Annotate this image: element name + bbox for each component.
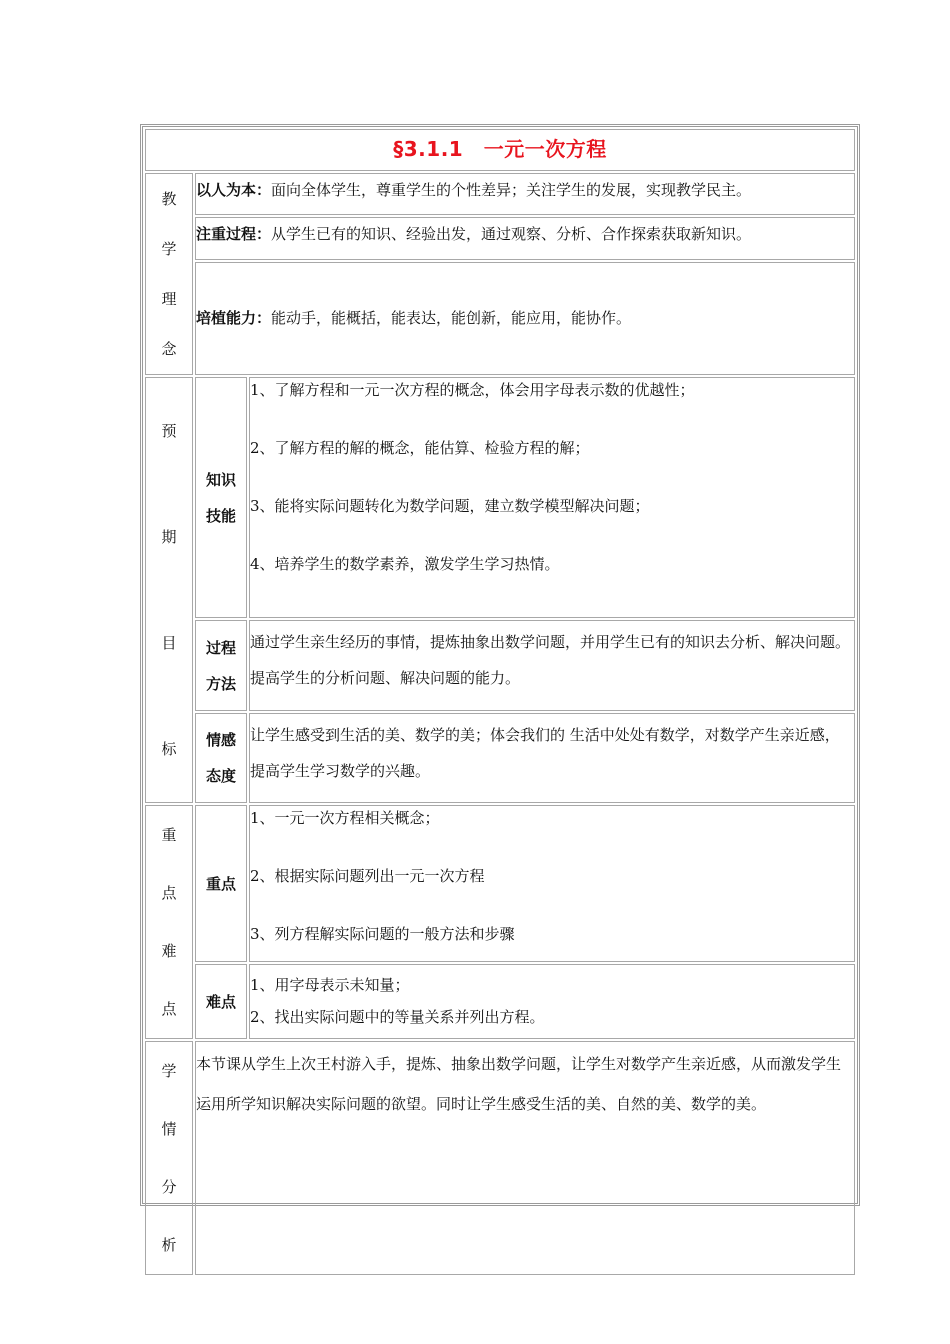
emotion-text: 让学生感受到生活的美、数学的美；体会我们的 生活中处处有数学，对数学产生亲近感，提高学生学习数学的兴趣。 [249, 713, 855, 803]
philosophy-label: 教 学 理 念 [145, 173, 193, 375]
emotion-label: 情感 态度 [195, 713, 247, 803]
process-text: 通过学生亲生经历的事情，提炼抽象出数学问题，并用学生已有的知识去分析、解决问题。提高学生的分析问题、解决问题的能力。 [249, 620, 855, 710]
title-cell [145, 129, 855, 171]
list-item: 1、一元一次方程相关概念； [250, 809, 440, 827]
goals-label: 预 期 目 标 [145, 377, 193, 803]
page-title: §3.1.1 一元一次方程 [393, 137, 607, 161]
analysis-label: 学 情 分 析 [145, 1041, 193, 1275]
lesson-plan-table [143, 127, 857, 1277]
list-item: 3、能将实际问题转化为数学问题，建立数学模型解决问题； [250, 497, 650, 515]
philosophy-item: 培植能力：能动手，能概括，能表达，能创新，能应用，能协作。 [195, 262, 855, 375]
list-item: 2、根据实际问题列出一元一次方程 [250, 867, 485, 885]
list-item: 2、找出实际问题中的等量关系并列出方程。 [250, 1008, 545, 1027]
list-item: 2、了解方程的解的概念，能估算、检验方程的解； [250, 439, 590, 457]
knowledge-label: 知识 技能 [195, 377, 247, 618]
list-item: 3、列方程解实际问题的一般方法和步骤 [250, 925, 515, 943]
list-item: 1、了解方程和一元一次方程的概念，体会用字母表示数的优越性； [250, 381, 695, 399]
list-item: 4、培养学生的数学素养，激发学生学习热情。 [250, 555, 560, 573]
keypoints-label: 重 点 难 点 [145, 805, 193, 1039]
key-list [249, 805, 855, 962]
analysis-text: 本节课从学生上次王村游入手，提炼、抽象出数学问题，让学生对数学产生亲近感，从而激发学生运用所学知识解决实际问题的欲望。同时让学生感受生活的美、自然的美、数学的美。 [195, 1041, 855, 1275]
philosophy-item: 以人为本：面向全体学生，尊重学生的个性差异；关注学生的发展，实现教学民主。 [195, 173, 855, 215]
knowledge-list [249, 377, 855, 618]
list-item: 1、用字母表示未知量； [250, 976, 410, 995]
philosophy-item: 注重过程：从学生已有的知识、经验出发，通过观察、分析、合作探索获取新知识。 [195, 217, 855, 259]
key-label: 重点 [195, 805, 247, 962]
process-label: 过程 方法 [195, 620, 247, 710]
difficult-list [249, 964, 855, 1039]
difficult-label: 难点 [195, 964, 247, 1039]
